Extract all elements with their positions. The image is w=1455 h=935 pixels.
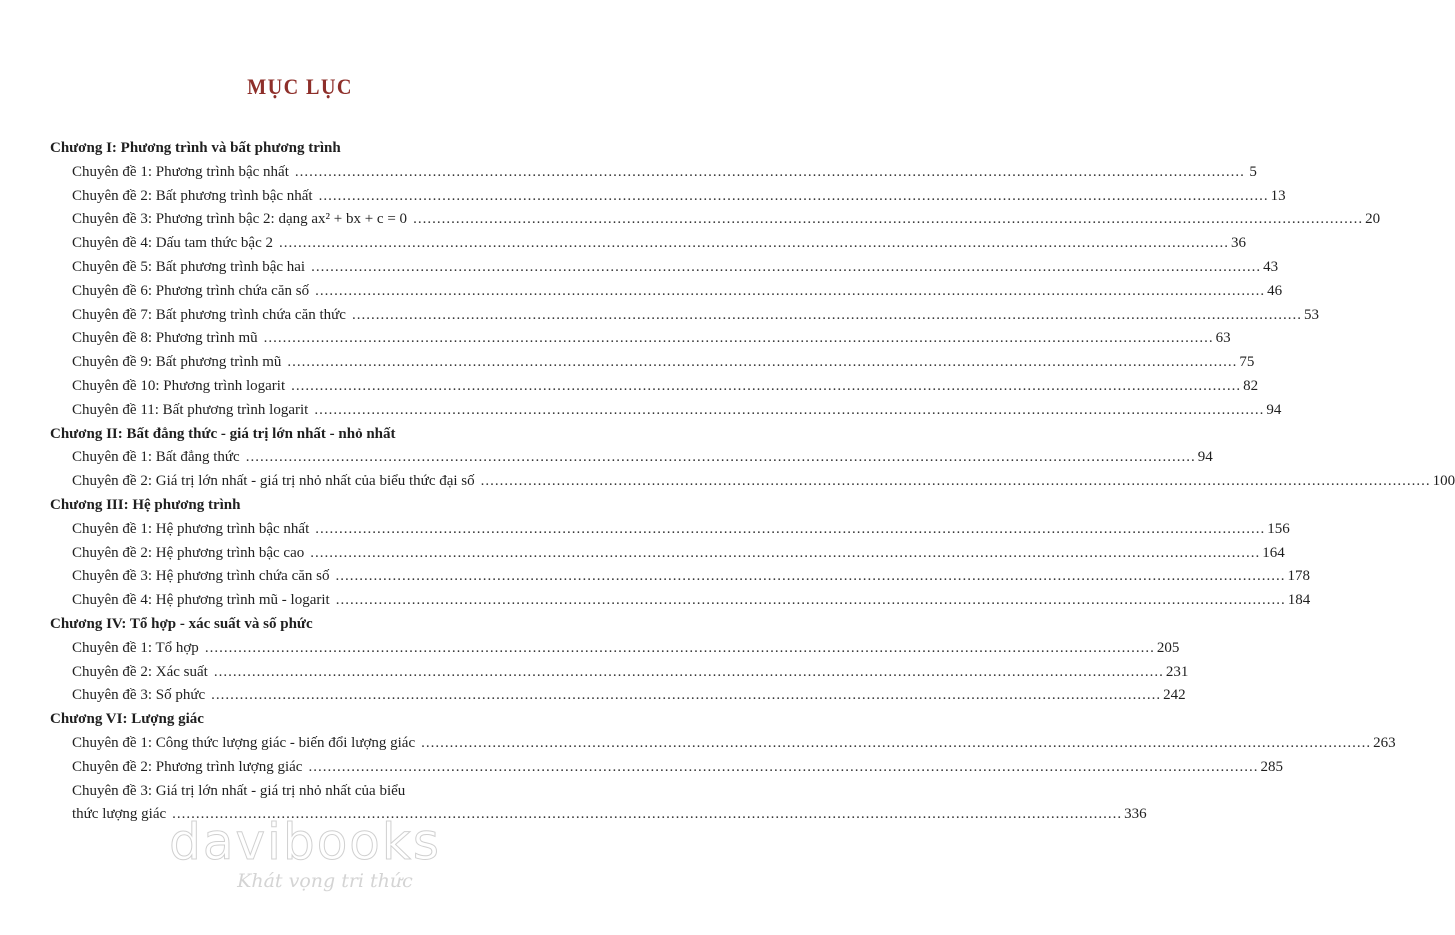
dot-leader: ........................................................................................................................................................................................................ xyxy=(335,568,1286,585)
toc-entry-label: Chuyên đề 1: Bất đẳng thức xyxy=(72,449,240,466)
toc-entry[interactable] xyxy=(50,518,1290,542)
toc-entry[interactable] xyxy=(50,684,1186,708)
toc-page-number: 164 xyxy=(1262,544,1285,561)
toc-entry[interactable] xyxy=(50,637,1180,661)
toc-page-number: 13 xyxy=(1270,187,1286,204)
toc-entry-label: Chuyên đề 9: Bất phương trình mũ xyxy=(72,354,282,371)
toc-entry[interactable] xyxy=(50,304,1319,328)
dot-leader: ........................................................................................................................................................................................................ xyxy=(310,544,1261,561)
dot-leader: ........................................................................................................................................................................................................ xyxy=(294,163,1245,180)
toc-entry[interactable] xyxy=(50,280,1283,304)
dot-leader: ........................................................................................................................................................................................................ xyxy=(279,235,1229,252)
dot-leader: ........................................................................................................................................................................................................ xyxy=(480,473,1431,490)
toc-page-number: 5 xyxy=(1249,163,1257,180)
dot-leader: ........................................................................................................................................................................................................ xyxy=(287,354,1238,371)
page-title: MỤC LỤC xyxy=(247,74,353,99)
chapter-heading: Chương II: Bất đẳng thức - giá trị lớn nhất - nhỏ nhất xyxy=(50,425,396,442)
toc-entry-label: Chuyên đề 2: Bất phương trình bậc nhất xyxy=(72,187,313,204)
toc-page-number: 184 xyxy=(1287,592,1311,609)
toc-page-number: 336 xyxy=(1124,806,1147,823)
toc-page-number: 100 xyxy=(1432,473,1455,490)
toc-entry[interactable] xyxy=(50,756,1283,780)
toc-page-number: 94 xyxy=(1197,449,1213,466)
dot-leader: ........................................................................................................................................................................................................ xyxy=(211,687,1162,704)
watermark-slogan: Khát vọng tri thức xyxy=(237,870,413,892)
toc-entry-label: Chuyên đề 1: Phương trình bậc nhất xyxy=(72,163,289,180)
toc-entry-label: Chuyên đề 1: Công thức lượng giác - biến đổi lượng giác xyxy=(72,734,416,751)
toc-entry-label: Chuyên đề 6: Phương trình chứa căn số xyxy=(72,282,310,299)
toc-entry-label: Chuyên đề 5: Bất phương trình bậc hai xyxy=(72,258,306,275)
toc-entry[interactable] xyxy=(50,803,1147,827)
dot-leader: ........................................................................................................................................................................................................ xyxy=(314,401,1265,418)
toc-entry-label: Chuyên đề 3: Giá trị lớn nhất - giá trị nhỏ nhất của biểu xyxy=(72,782,406,799)
toc-entry-label: Chuyên đề 2: Xác suất xyxy=(72,663,208,680)
chapter-heading: Chương VI: Lượng giác xyxy=(50,711,204,728)
dot-leader: ........................................................................................................................................................................................................ xyxy=(291,377,1242,394)
dot-leader: ........................................................................................................................................................................................................ xyxy=(318,187,1269,204)
toc-page-number: 20 xyxy=(1365,211,1381,228)
dot-leader: ........................................................................................................................................................................................................ xyxy=(311,258,1262,275)
table-of-contents xyxy=(50,137,1455,827)
toc-entry[interactable] xyxy=(50,327,1231,351)
toc-entry[interactable] xyxy=(50,185,1286,209)
dot-leader: ........................................................................................................................................................................................................ xyxy=(213,663,1164,680)
toc-page-number: 263 xyxy=(1373,734,1396,751)
toc-entry-label: Chuyên đề 1: Hệ phương trình bậc nhất xyxy=(72,520,310,537)
toc-entry[interactable] xyxy=(50,589,1311,613)
toc-entry-label: Chuyên đề 3: Số phức xyxy=(72,687,206,704)
toc-entry[interactable] xyxy=(50,661,1189,685)
toc-page-number: 231 xyxy=(1165,663,1189,680)
dot-leader: ........................................................................................................................................................................................................ xyxy=(335,592,1286,609)
toc-entry[interactable] xyxy=(50,161,1257,185)
watermark-brand: davibooks xyxy=(169,813,441,871)
toc-entry-label: Chuyên đề 11: Bất phương trình logarit xyxy=(72,401,309,418)
toc-entry[interactable] xyxy=(50,375,1259,399)
toc-page-number: 36 xyxy=(1231,235,1246,252)
toc-entry-label: Chuyên đề 4: Hệ phương trình mũ - logarit xyxy=(72,592,330,609)
toc-page-number: 205 xyxy=(1156,639,1180,656)
toc-page-number: 94 xyxy=(1266,401,1282,418)
toc-page-number: 156 xyxy=(1267,520,1290,537)
toc-entry[interactable] xyxy=(50,565,1310,589)
toc-entry-label: Chuyên đề 2: Hệ phương trình bậc cao xyxy=(72,544,305,561)
toc-page-number: 75 xyxy=(1239,354,1255,371)
dot-leader: ........................................................................................................................................................................................................ xyxy=(351,306,1302,323)
toc-entry[interactable] xyxy=(50,446,1213,470)
toc-entry-label: Chuyên đề 2: Giá trị lớn nhất - giá trị nhỏ nhất của biểu thức đại số xyxy=(72,473,475,490)
toc-page-number: 46 xyxy=(1267,282,1283,299)
toc-entry-label: Chuyên đề 3: Hệ phương trình chứa căn số xyxy=(72,568,330,585)
toc-entry[interactable] xyxy=(50,470,1455,494)
dot-leader: ........................................................................................................................................................................................................ xyxy=(413,211,1364,228)
toc-entry[interactable] xyxy=(50,232,1246,256)
toc-entry-label: Chuyên đề 2: Phương trình lượng giác xyxy=(72,758,303,775)
toc-entry[interactable] xyxy=(50,351,1255,375)
toc-page-number: 178 xyxy=(1287,568,1310,585)
chapter-heading: Chương IV: Tổ hợp - xác suất và số phức xyxy=(50,615,313,632)
toc-page-number: 285 xyxy=(1260,758,1283,775)
toc-entry-label: Chuyên đề 4: Dấu tam thức bậc 2 xyxy=(72,235,273,252)
dot-leader: ........................................................................................................................................................................................................ xyxy=(245,449,1196,466)
chapter-heading: Chương I: Phương trình và bất phương trình xyxy=(50,140,341,156)
toc-page-number: 43 xyxy=(1263,258,1279,275)
toc-page-number: 242 xyxy=(1163,687,1186,704)
dot-leader: ........................................................................................................................................................................................................ xyxy=(308,758,1259,775)
dot-leader: ........................................................................................................................................................................................................ xyxy=(172,806,1123,823)
dot-leader: ........................................................................................................................................................................................................ xyxy=(263,330,1214,347)
toc-entry[interactable] xyxy=(50,208,1381,232)
toc-entry-label: Chuyên đề 10: Phương trình logarit xyxy=(72,377,286,394)
toc-entry[interactable] xyxy=(50,732,1396,756)
toc-entry[interactable] xyxy=(50,780,582,804)
dot-leader: ........................................................................................................................................................................................................ xyxy=(315,282,1266,299)
toc-page-number: 82 xyxy=(1243,377,1259,394)
toc-entry-label: Chuyên đề 3: Phương trình bậc 2: dạng ax² + bx + c = 0 xyxy=(72,211,408,228)
toc-page-number: 63 xyxy=(1215,330,1231,347)
toc-entry-label: Chuyên đề 7: Bất phương trình chứa căn thức xyxy=(72,306,346,323)
toc-entry[interactable] xyxy=(50,399,1282,423)
chapter-heading: Chương III: Hệ phương trình xyxy=(50,496,241,513)
toc-entry[interactable] xyxy=(50,256,1279,280)
toc-entry-label: thức lượng giác xyxy=(72,806,167,823)
dot-leader: ........................................................................................................................................................................................................ xyxy=(421,734,1372,751)
toc-entry-label: Chuyên đề 8: Phương trình mũ xyxy=(72,330,258,347)
toc-page-number: 53 xyxy=(1303,306,1319,323)
dot-leader: ........................................................................................................................................................................................................ xyxy=(204,639,1155,656)
toc-entry[interactable] xyxy=(50,542,1285,566)
dot-leader: ........................................................................................................................................................................................................ xyxy=(315,520,1266,537)
toc-entry-label: Chuyên đề 1: Tổ hợp xyxy=(72,639,199,656)
